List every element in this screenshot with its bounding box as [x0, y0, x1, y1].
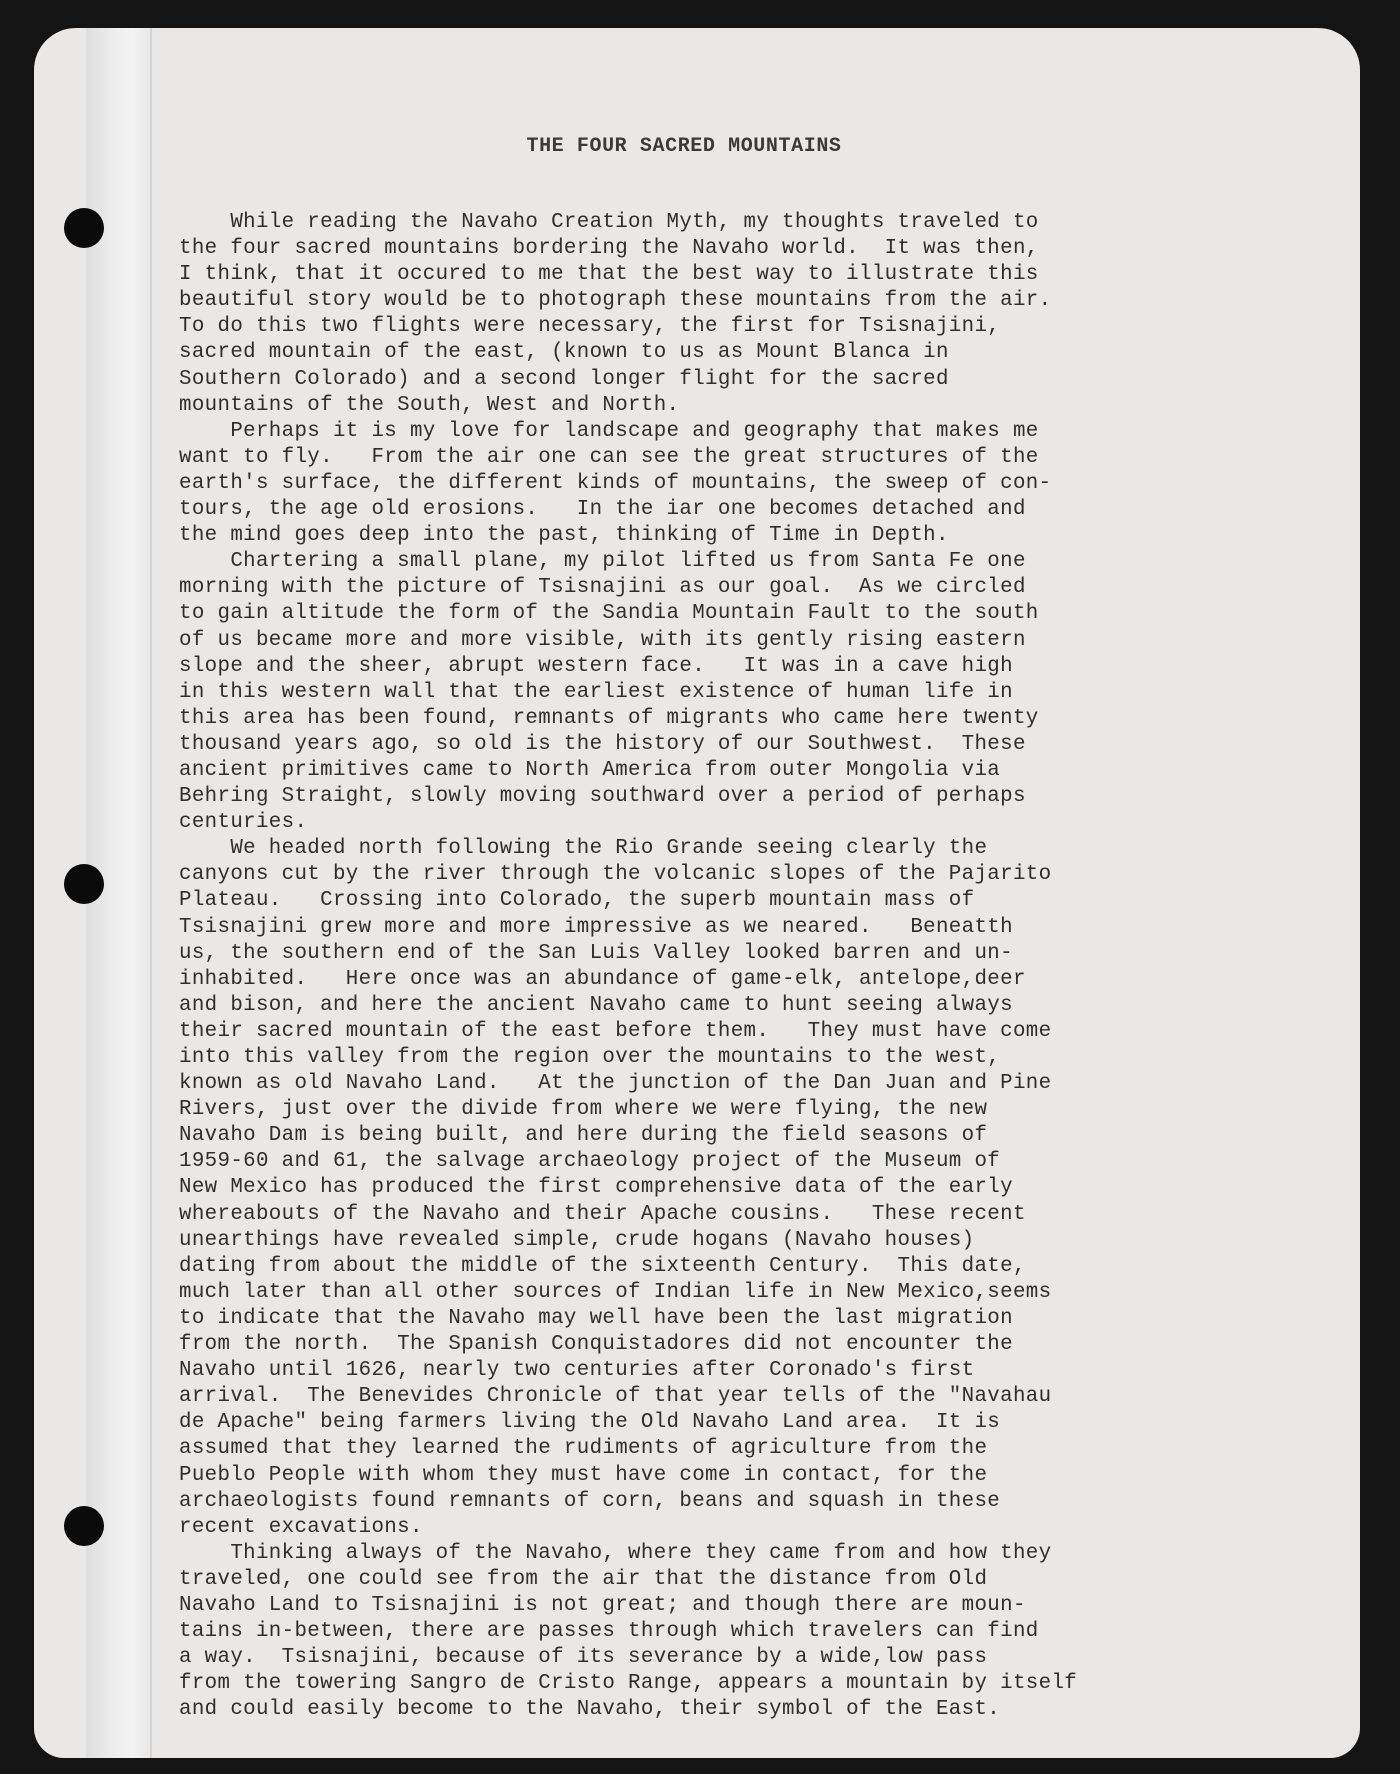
text-line: earth's surface, the different kinds of mountains, the sweep of con-	[179, 471, 1052, 495]
text-line: New Mexico has produced the first comprehensive data of the early	[179, 1176, 1013, 1200]
text-line: 1959-60 and 61, the salvage archaeology project of the Museum of	[179, 1150, 1001, 1174]
text-line: archaeologists found remnants of corn, beans and squash in these	[179, 1489, 1001, 1513]
text-line: Navaho Dam is being built, and here during the field seasons of	[179, 1124, 988, 1148]
text-line: the four sacred mountains bordering the Navaho world. It was then,	[179, 237, 1039, 261]
text-line: the mind goes deep into the past, thinking of Time in Depth.	[179, 524, 949, 548]
text-line: tains in-between, there are passes through which travelers can find	[179, 1620, 1039, 1644]
text-line: known as old Navaho Land. At the junction of the Dan Juan and Pine	[179, 1072, 1052, 1096]
text-line: to gain altitude the form of the Sandia Mountain Fault to the south	[179, 602, 1039, 626]
text-line: from the north. The Spanish Conquistadores did not encounter the	[179, 1333, 1013, 1357]
text-line: inhabited. Here once was an abundance of game-elk, antelope,deer	[179, 967, 1026, 991]
text-line: Plateau. Crossing into Colorado, the superb mountain mass of	[179, 889, 975, 913]
punch-hole-top	[64, 208, 104, 248]
text-line: this area has been found, remnants of migrants who came here twenty	[179, 706, 1039, 730]
text-line: To do this two flights were necessary, the first for Tsisnajini,	[179, 315, 1001, 339]
text-line: sacred mountain of the east, (known to us as Mount Blanca in	[179, 341, 949, 365]
text-line: and bison, and here the ancient Navaho came to hunt seeing always	[179, 993, 1013, 1017]
text-line: to indicate that the Navaho may well have been the last migration	[179, 1306, 1013, 1330]
text-line: canyons cut by the river through the volcanic slopes of the Pajarito	[179, 863, 1052, 887]
text-line: their sacred mountain of the east before them. They must have come	[179, 1019, 1052, 1043]
text-line: from the towering Sangro de Cristo Range, appears a mountain by itself	[179, 1672, 1078, 1696]
text-line: We headed north following the Rio Grande seeing clearly the	[179, 837, 988, 861]
text-line: de Apache" being farmers living the Old Navaho Land area. It is	[179, 1411, 1001, 1435]
text-line: assumed that they learned the rudiments of agriculture from the	[179, 1437, 988, 1461]
punch-hole-middle	[64, 864, 104, 904]
page-title: THE FOUR SACRED MOUNTAINS	[526, 135, 842, 158]
typewritten-page	[34, 28, 1360, 1758]
text-line: much later than all other sources of Indian life in New Mexico,seems	[179, 1280, 1052, 1304]
text-line: dating from about the middle of the sixteenth Century. This date,	[179, 1254, 1026, 1278]
text-line: a way. Tsisnajini, because of its severance by a wide,low pass	[179, 1646, 988, 1670]
text-line: Navaho until 1626, nearly two centuries after Coronado's first	[179, 1359, 975, 1383]
text-line: into this valley from the region over the mountains to the west,	[179, 1046, 1001, 1069]
text-line: beautiful story would be to photograph these mountains from the air.	[179, 289, 1052, 313]
punch-hole-bottom	[64, 1506, 104, 1546]
text-line: Behring Straight, slowly moving southward over a period of perhaps	[179, 785, 1026, 809]
text-line: Navaho Land to Tsisnajini is not great; and though there are moun-	[179, 1593, 1026, 1617]
text-line: centuries.	[179, 811, 308, 835]
text-line: traveled, one could see from the air that the distance from Old	[179, 1567, 988, 1591]
body-text	[179, 210, 1309, 1723]
text-line: Pueblo People with whom they must have come in contact, for the	[179, 1463, 988, 1487]
text-line: ancient primitives came to North America from outer Mongolia via	[179, 758, 1001, 782]
text-line: morning with the picture of Tsisnajini as our goal. As we circled	[179, 576, 1026, 600]
text-line: want to fly. From the air one can see the great structures of the	[179, 445, 1039, 469]
text-line: I think, that it occured to me that the best way to illustrate this	[179, 263, 1039, 287]
text-line: Tsisnajini grew more and more impressive as we neared. Beneatth	[179, 915, 1013, 939]
text-line: slope and the sheer, abrupt western face. It was in a cave high	[179, 654, 1013, 678]
text-line: Thinking always of the Navaho, where they came from and how they	[179, 1541, 1052, 1565]
text-line: arrival. The Benevides Chronicle of that year tells of the "Navahau	[179, 1385, 1052, 1409]
text-line: us, the southern end of the San Luis Valley looked barren and un-	[179, 941, 1013, 965]
text-line: in this western wall that the earliest existence of human life in	[179, 680, 1013, 704]
text-line: recent excavations.	[179, 1515, 423, 1539]
text-line: Southern Colorado) and a second longer flight for the sacred	[179, 367, 949, 391]
text-line: thousand years ago, so old is the history of our Southwest. These	[179, 732, 1026, 756]
text-line: and could easily become to the Navaho, their symbol of the East.	[179, 1698, 1001, 1722]
text-line: Chartering a small plane, my pilot lifted us from Santa Fe one	[179, 550, 1026, 574]
text-line: Rivers, just over the divide from where we were flying, the new	[179, 1098, 988, 1122]
text-line: While reading the Navaho Creation Myth, my thoughts traveled to	[179, 211, 1039, 234]
text-line: Perhaps it is my love for landscape and geography that makes me	[179, 419, 1039, 443]
text-line: tours, the age old erosions. In the iar one becomes detached and	[179, 498, 1026, 522]
text-line: unearthings have revealed simple, crude hogans (Navaho houses)	[179, 1228, 975, 1252]
text-line: of us became more and more visible, with its gently rising eastern	[179, 628, 1026, 652]
text-line: mountains of the South, West and North.	[179, 393, 680, 417]
text-line: whereabouts of the Navaho and their Apache cousins. These recent	[179, 1202, 1026, 1226]
